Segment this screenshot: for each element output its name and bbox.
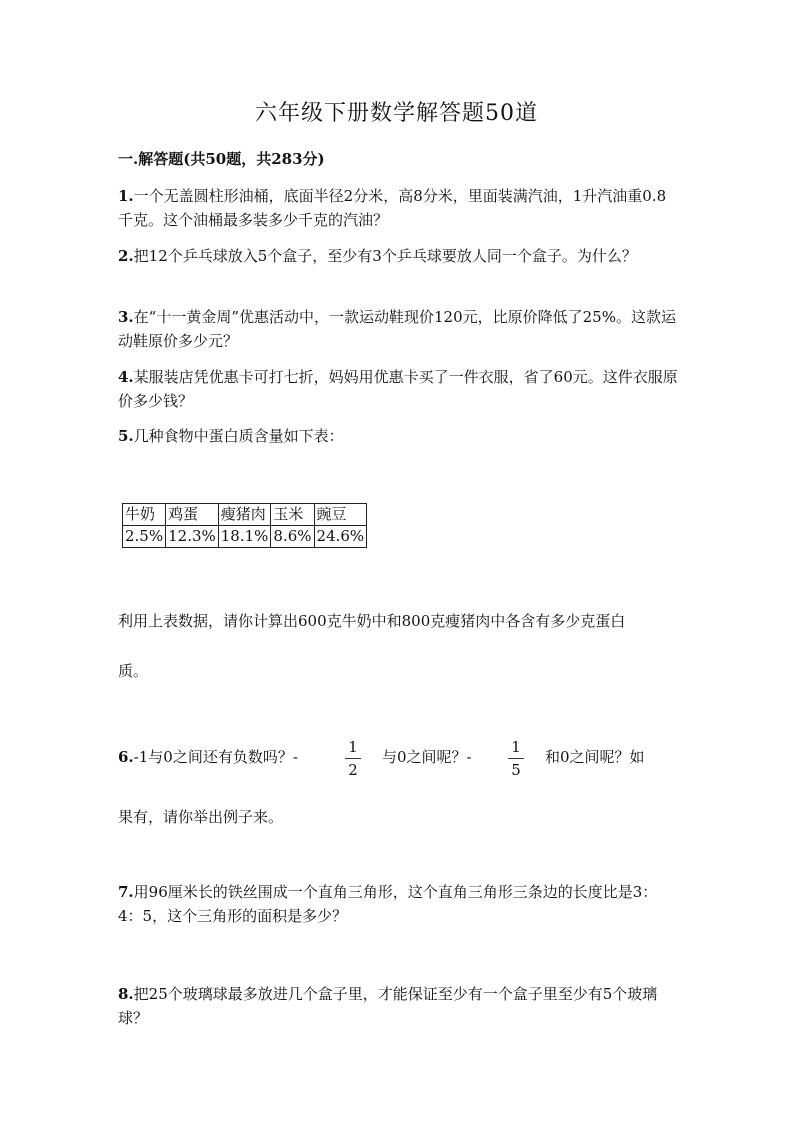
- question-number: 3.: [118, 308, 134, 326]
- question-text: 一个无盖圆柱形油桶，底面半径2分米，高8分米，里面装满汽油，1升汽油重0.8千克。这个油桶最多装多少千克的汽油？: [118, 187, 667, 229]
- question-text: 用96厘米长的铁丝围成一个直角三角形，这个直角三角形三条边的长度比是3：4：5，这个三角形的面积是多少？: [118, 883, 658, 925]
- question-text: 几种食物中蛋白质含量如下表：: [133, 427, 344, 445]
- question-number: 4.: [118, 368, 134, 386]
- section-heading: 一.解答题(共50题，共283分): [118, 150, 325, 168]
- question-7: [118, 880, 678, 928]
- question-1: [118, 184, 678, 232]
- fraction-one-fifth: [508, 738, 524, 779]
- table-cell: 18.1%: [218, 526, 271, 548]
- question-5: [118, 424, 678, 448]
- fraction-bar: [508, 758, 524, 759]
- question-number: 6.: [118, 748, 134, 766]
- fraction-denominator: 5: [511, 761, 521, 779]
- question-text: 把25个玻璃球最多放进几个盒子里，才能保证至少有一个盒子里至少有5个玻璃球？: [118, 985, 658, 1027]
- question-2: [118, 244, 678, 268]
- table-header-cell: 豌豆: [314, 504, 367, 526]
- table-header-cell: 鸡蛋: [166, 504, 219, 526]
- fraction-one-half: [345, 738, 361, 779]
- fraction-numerator: 1: [348, 738, 358, 756]
- table-cell: 12.3%: [166, 526, 219, 548]
- table-row: [123, 526, 367, 548]
- question-number: 2.: [118, 247, 134, 265]
- table-header-cell: 牛奶: [123, 504, 166, 526]
- question-3: [118, 305, 678, 353]
- question-text: -1与0之间还有负数吗？-: [133, 748, 298, 766]
- question-number: 1.: [118, 187, 134, 205]
- table-cell: 24.6%: [314, 526, 367, 548]
- question-4: [118, 365, 678, 413]
- question-number: 5.: [118, 427, 134, 445]
- fraction-denominator: 2: [348, 761, 358, 779]
- question-6-part-2: 与0之间呢？-: [382, 748, 472, 766]
- fraction-numerator: 1: [511, 738, 521, 756]
- question-6-part-1: [118, 746, 298, 767]
- question-text: 把12个乒乓球放入5个盒子，至少有3个乒乓球要放人同一个盒子。为什么？: [133, 247, 637, 265]
- table-cell: 2.5%: [123, 526, 166, 548]
- question-number: 7.: [118, 883, 134, 901]
- question-text: 某服装店凭优惠卡可打七折，妈妈用优惠卡买了一件衣服，省了60元。这件衣服原价多少钱？: [118, 368, 678, 410]
- fraction-bar: [345, 758, 361, 759]
- question-number: 8.: [118, 985, 134, 1003]
- question-5-followup-line-1: 利用上表数据，请你计算出600克牛奶中和800克瘦猪肉中各含有多少克蛋白: [118, 612, 626, 630]
- page-title: 六年级下册数学解答题50道: [255, 101, 538, 126]
- table-cell: 8.6%: [271, 526, 314, 548]
- question-5-followup-line-2: 质。: [118, 662, 149, 680]
- table-header-cell: 瘦猪肉: [218, 504, 271, 526]
- table-header-cell: 玉米: [271, 504, 314, 526]
- question-text: 在“十一黄金周”优惠活动中，一款运动鞋现价120元，比原价降低了25%。这款运动鞋原价多少元？: [118, 308, 676, 350]
- question-6-line-2: 果有，请你举出例子来。: [118, 808, 284, 826]
- question-8: [118, 982, 678, 1030]
- question-6-part-3: 和0之间呢？如: [545, 748, 645, 766]
- table-header-row: [123, 504, 367, 526]
- protein-table: [122, 503, 367, 548]
